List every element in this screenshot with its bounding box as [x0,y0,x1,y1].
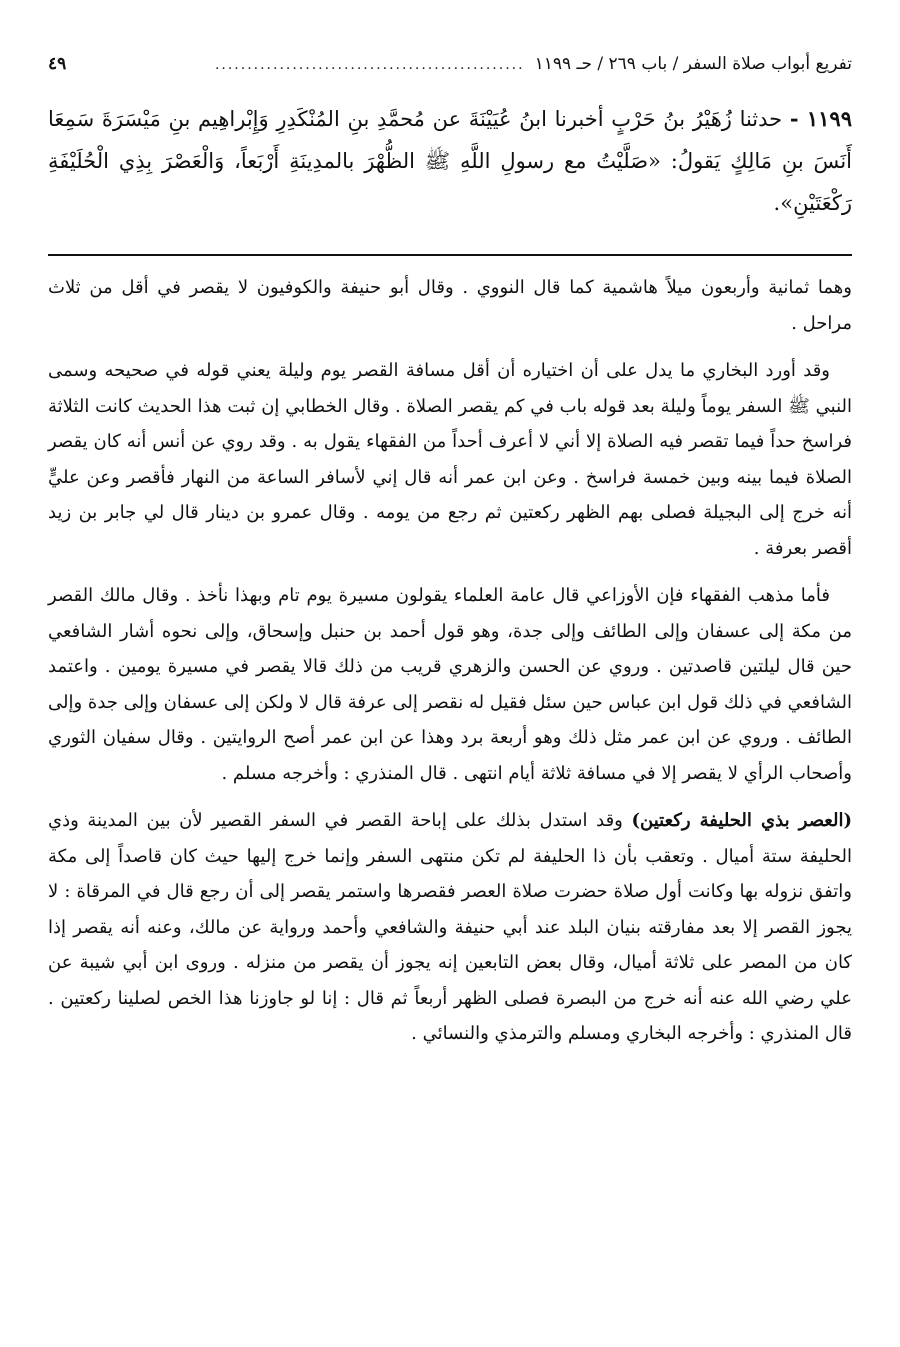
commentary-paragraph-3: فأما مذهب الفقهاء فإن الأوزاعي قال عامة العلماء يقولون مسيرة يوم تام وبهذا نأخذ . وقال مالك القصر من مكة إلى عسفان وإلى الطائف وإلى جدة، وهو قول أحمد بن حنبل وإسحاق، وإلى نحوه أشار الشافعي حين قال ليلتين قاصدتين . وروي عن الحسن والزهري قريب من ذلك قالا يقصر في مسيرة يومين . واعتمد الشافعي في ذلك قول ابن عباس حين سئل فقيل له نقصر إلى عرفة قال لا ولكن إلى عسفان وإلى جدة وإلى الطائف . وروي عن ابن عمر مثل ذلك وهو أربعة برد وهذا عن ابن عمر أصح الروايتين . وقال سفيان الثوري وأصحاب الرأي لا يقصر إلا في مسافة ثلاثة أيام انتهى . قال المنذري : وأخرجه مسلم . [48,585,852,784]
hadith-text-block [48,98,852,224]
commentary-lemma: (العصر بذي الحليفة ركعتين) [631,810,852,831]
commentary-paragraph-2: وقد أورد البخاري ما يدل على أن اختياره أن أقل مسافة القصر يوم وليلة يعني قوله في صحيحه وسمى النبي ﷺ السفر يوماً وليلة بعد قوله باب في كم يقصر الصلاة . وقال الخطابي إن ثبت هذا الحديث كانت الثلاثة فراسخ حداً فيما تقصر فيه الصلاة إلا أني لا أعرف أحداً من الفقهاء يقول به . وقد روي عن أنس أنه كان يقصر الصلاة فيما بينه وبين خمسة فراسخ . وعن ابن عمر أنه قال إني لأسافر الساعة من النهار فأقصر وعن عليٍّ أنه خرج إلى البجيلة فصلى بهم الظهر ركعتين ثم رجع من يومه . وقال عمرو بن دينار قال لي جابر بن زيد أقصر بعرفة . [48,360,852,559]
commentary-paragraph-4 [48,803,852,1052]
hadith-body: حدثنا زُهَيْرُ بنُ حَرْبٍ أخبرنا ابنُ عُيَيْنَةَ عن مُحمَّدِ بنِ المُنْكَدِرِ وَإِبْراهِيم بنِ مَيْسَرَةَ سَمِعَا أَنَسَ بنِ مَالِكٍ يَقولُ: «صَلَّيْتُ مع رسولِ اللَّهِ ﷺ الظُّهْرَ بالمدِينَةِ أَرْبَعاً، وَالْعَصْرَ بِذِي الْحُلَيْفَةِ رَكْعَتَيْنِ». [48,107,852,215]
page [48,52,852,1064]
running-head-title: تفريع أبواب صلاة السفر / باب ٢٦٩ / حـ ١١٩٩ [534,54,852,74]
running-head-leader-dots: ................................................ [214,57,525,73]
hadith-number: ١١٩٩ - [789,106,852,131]
running-head [48,52,852,78]
commentary-block [48,270,852,1052]
commentary-paragraph-4-body: وقد استدل بذلك على إباحة القصر في السفر القصير لأن بين المدينة وذي الحليفة ستة أميال . وتعقب بأن ذا الحليفة لم تكن منتهى السفر وإنما خرج إليها حيث كان قاصداً إلى مكة واتفق نزوله بها وكانت أول صلاة حضرت صلاة العصر فقصرها واستمر يقصر إلى أن رجع قال في المرقاة : لا يجوز القصر إلا بعد مفارقته بنيان البلد عند أبي حنيفة والشافعي وأحمد ورواية عن مالك، وعنه أنه يقصر إذا كان من المصر على ثلاثة أميال، وقال بعض التابعين إنه يجوز أن يقصر من منزله . وروى ابن أبي شيبة عن علي رضي الله عنه أنه خرج من البصرة فصلى الظهر أربعاً ثم قال : إنا لو جاوزنا هذا الخص لصلينا ركعتين . قال المنذري : وأخرجه البخاري ومسلم والترمذي والنسائي . [48,810,852,1044]
footnote-separator-rule [48,254,852,256]
commentary-paragraph-1: وهما ثمانية وأربعون ميلاً هاشمية كما قال النووي . وقال أبو حنيفة والكوفيون لا يقصر في أقل من ثلاث مراحل . [48,277,852,334]
page-number: ٤٩ [48,54,67,74]
